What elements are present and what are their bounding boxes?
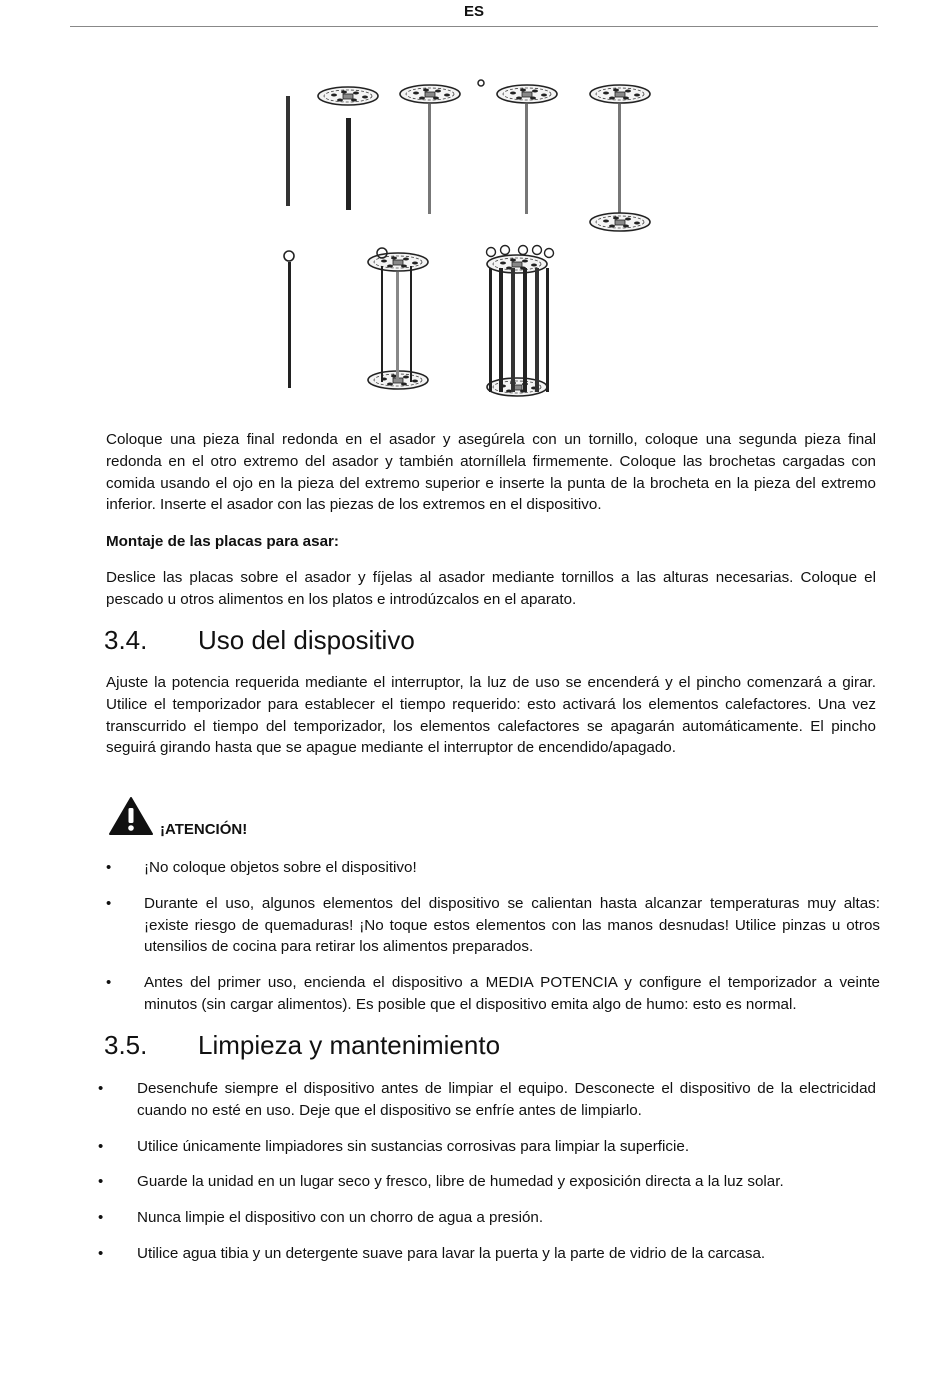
rotisserie-assembly-illustration xyxy=(265,72,685,417)
step-2-disc-rod xyxy=(318,87,378,210)
section-number: 3.5. xyxy=(104,1030,148,1060)
list-item: • Utilice agua tibia y un detergente suave para lavar la puerta y la parte de vidrio de la carcasa. xyxy=(98,1243,876,1265)
step-6-skewer xyxy=(284,251,294,388)
warning-callout xyxy=(108,796,308,840)
warning-triangle-icon xyxy=(108,796,154,836)
step-1-rod xyxy=(286,96,290,206)
step-3-disc-rod xyxy=(400,85,460,214)
section-number: 3.4. xyxy=(104,625,148,655)
section-title: Uso del dispositivo xyxy=(198,625,415,655)
step-5-two-discs xyxy=(590,85,650,231)
warning-label: ¡ATENCIÓN! xyxy=(160,821,248,838)
list-item: • Utilice únicamente limpiadores sin sustancias corrosivas para limpiar la superficie. xyxy=(98,1136,876,1158)
list-item: • Nunca limpie el dispositivo con un chorro de agua a presión. xyxy=(98,1207,876,1229)
bullet-icon: • xyxy=(106,859,112,876)
plates-heading: Montaje de las placas para asar: xyxy=(106,533,339,550)
cleaning-list xyxy=(98,1078,876,1265)
section-3-5-heading xyxy=(104,1030,500,1060)
language-code: ES xyxy=(463,3,484,20)
list-item: • ¡No coloque objetos sobre el dispositivo! xyxy=(106,857,880,879)
section-3-4-heading xyxy=(104,625,415,655)
list-item: • Durante el uso, algunos elementos del dispositivo se calientan hasta alcanzar temperaturas muy altas: ¡existe riesgo de quemaduras! ¡No toque estos elementos con las manos desnudas! Utilice pinzas u otros utensilios de cocina para retirar los alimentos preparados. xyxy=(106,894,880,956)
bullet-icon: • xyxy=(106,974,112,992)
assembly-paragraph: Coloque una pieza final redonda en el asador y asegúrela con un tornillo, coloque una segunda pieza final redonda en el otro extremo del asador y también atorníllela firmemente. Coloque las brochetas cargadas con comida usando el ojo en la pieza del extremo superior e inserte la punta de la brocheta en la pieza del extremo inferior. Inserte el asador con las piezas de los extremos en el dispositivo. xyxy=(106,431,876,514)
step-7-frame xyxy=(368,248,428,389)
list-item: • Guarde la unidad en un lugar seco y fresco, libre de humedad y exposición directa a la luz solar. xyxy=(98,1171,876,1193)
bullet-icon: • xyxy=(98,1244,104,1262)
usage-paragraph: Ajuste la potencia requerida mediante el interruptor, la luz de uso se encenderá y el pincho comenzará a girar. Utilice el temporizador para establecer el tiempo requerido: esto activará los elementos calefactores. Una vez transcurrido el tiempo del temporizador, los elementos calefactores se apagarán automáticamente. El pincho seguirá girando hasta que se apague mediante el interruptor de encendido/apagado. xyxy=(106,674,876,757)
page-header xyxy=(70,0,878,27)
section-title: Limpieza y mantenimiento xyxy=(198,1030,501,1060)
bullet-icon: • xyxy=(98,1173,104,1191)
bullet-icon: • xyxy=(98,1209,104,1227)
step-4-disc-screw xyxy=(478,80,557,214)
bullet-icon: • xyxy=(98,1080,104,1097)
plates-paragraph: Deslice las placas sobre el asador y fíjelas al asador mediante tornillos a las alturas necesarias. Coloque el pescado u otros alimentos en los platos e introdúzcalos en el aparato. xyxy=(106,569,876,608)
bullet-icon: • xyxy=(98,1137,104,1155)
list-item: • Desenchufe siempre el dispositivo antes de limpiar el equipo. Desconecte el dispositivo de la electricidad cuando no esté en uso. Deje que el dispositivo se enfríe antes de limpiarlo. xyxy=(98,1080,876,1119)
step-8-assembled xyxy=(487,246,554,397)
warning-list xyxy=(106,857,880,1016)
bullet-icon: • xyxy=(106,894,112,912)
list-item: • Antes del primer uso, encienda el dispositivo a MEDIA POTENCIA y configure el temporizador a veinte minutos (sin cargar alimentos). Es posible que el dispositivo emita algo de humo: esto es normal. xyxy=(106,974,880,1013)
